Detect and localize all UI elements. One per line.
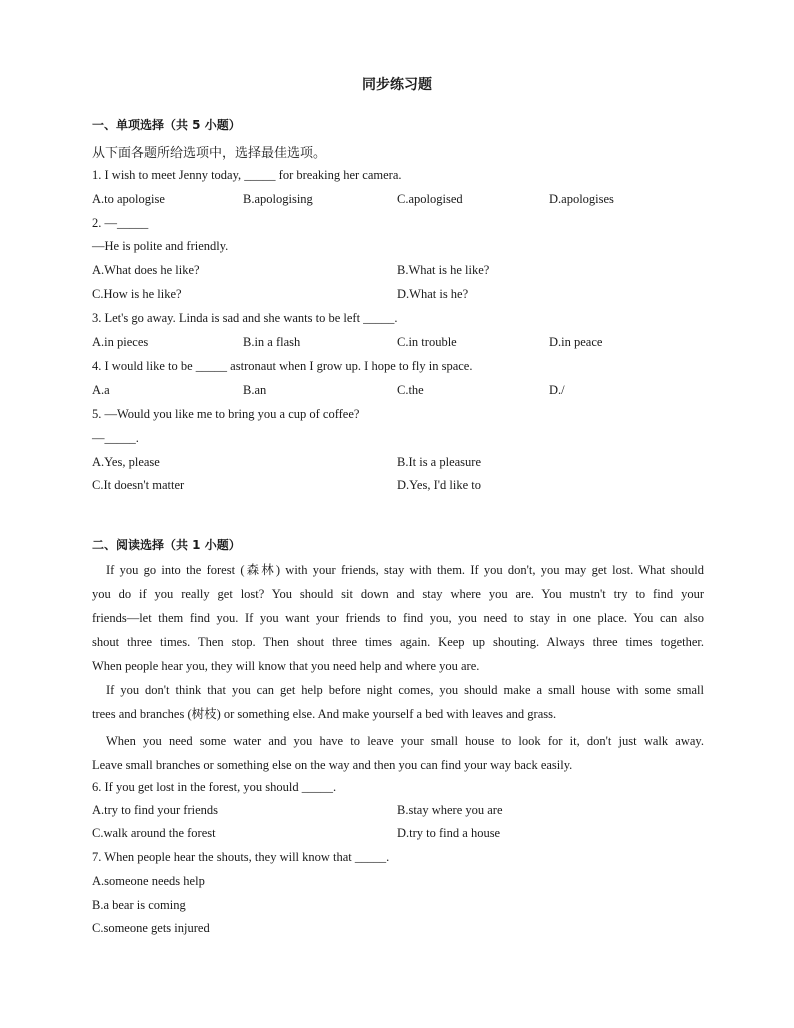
paragraph-line: Leave small branches or something else on the way and then you can find your way back easily.: [92, 758, 573, 772]
option-c[interactable]: C.How is he like?: [92, 287, 182, 301]
option-d[interactable]: D.try to find a house: [397, 826, 501, 840]
reading-paragraph-1: [92, 558, 704, 678]
question-2-stem: 2. —_____: [92, 216, 149, 230]
question-5-response: —_____.: [92, 431, 139, 445]
option-c[interactable]: C.apologised: [397, 192, 463, 206]
option-b[interactable]: B.It is a pleasure: [397, 455, 482, 469]
option-b[interactable]: B.in a flash: [243, 335, 301, 349]
option-d[interactable]: D.apologises: [549, 192, 614, 206]
option-b[interactable]: B.stay where you are: [397, 803, 503, 817]
option-c[interactable]: C.walk around the forest: [92, 826, 216, 840]
section-2-heading: 二、阅读选择（共 1 小题）: [92, 538, 241, 552]
option-a[interactable]: A.in pieces: [92, 335, 149, 349]
reading-paragraph-3: [92, 729, 704, 777]
paragraph-line: you do if you really get lost? You should sit down and stay where you are. You mustn't try to find your: [92, 587, 704, 601]
option-a[interactable]: A.What does he like?: [92, 263, 200, 277]
option-b[interactable]: B.a bear is coming: [92, 898, 186, 912]
question-1-stem: 1. I wish to meet Jenny today, _____ for breaking her camera.: [92, 168, 402, 182]
option-b[interactable]: B.apologising: [243, 192, 313, 206]
question-6-options-row1: [92, 803, 732, 821]
question-5-stem: 5. —Would you like me to bring you a cup of coffee?: [92, 407, 360, 421]
option-b[interactable]: B.What is he like?: [397, 263, 490, 277]
question-5-options-row2: [92, 478, 732, 496]
reading-paragraph-2: [92, 678, 704, 726]
paragraph-line: shout three times. Then stop. Then shout three times again. Keep up shouting. Always three times together.: [92, 635, 704, 649]
paragraph-line: trees and branches (树枝) or something else. And make yourself a bed with leaves and grass.: [92, 707, 557, 721]
section-1-instruction: 从下面各题所给选项中，选择最佳选项。: [92, 146, 327, 161]
question-1-options: [92, 192, 732, 210]
paragraph-line: friends—let them find you. If you want your friends to find you, you need to stay in one place. You can also: [92, 611, 704, 625]
option-c[interactable]: C.in trouble: [397, 335, 457, 349]
option-c[interactable]: C.It doesn't matter: [92, 478, 185, 492]
option-d[interactable]: D.Yes, I'd like to: [397, 478, 481, 492]
question-4-stem: 4. I would like to be _____ astronaut when I grow up. I hope to fly in space.: [92, 359, 473, 373]
option-a[interactable]: A.someone needs help: [92, 874, 205, 888]
option-b[interactable]: B.an: [243, 383, 267, 397]
question-3-stem: 3. Let's go away. Linda is sad and she wants to be left _____.: [92, 311, 398, 325]
question-5-options-row1: [92, 455, 732, 473]
question-2-response: —He is polite and friendly.: [92, 239, 229, 253]
option-a[interactable]: A.Yes, please: [92, 455, 160, 469]
question-2-options-row1: [92, 263, 732, 281]
page-title: 同步练习题: [362, 77, 432, 93]
question-3-options: [92, 335, 732, 353]
option-d[interactable]: D.in peace: [549, 335, 603, 349]
option-c[interactable]: C.someone gets injured: [92, 921, 210, 935]
question-7-stem: 7. When people hear the shouts, they will know that _____.: [92, 850, 390, 864]
question-6-stem: 6. If you get lost in the forest, you should _____.: [92, 780, 337, 794]
question-2-options-row2: [92, 287, 732, 305]
option-d[interactable]: D./: [549, 383, 565, 397]
paragraph-line: When people hear you, they will know that you need help and where you are.: [92, 659, 480, 673]
paragraph-line: If you go into the forest (森林) with your friends, stay with them. If you don't, you may get lost. What should: [106, 563, 704, 577]
option-a[interactable]: A.try to find your friends: [92, 803, 219, 817]
option-c[interactable]: C.the: [397, 383, 424, 397]
option-a[interactable]: A.a: [92, 383, 110, 397]
paragraph-line: When you need some water and you have to leave your small house to look for it, don't just walk away.: [106, 734, 704, 748]
question-6-options-row2: [92, 826, 732, 844]
section-1-heading: 一、单项选择（共 5 小题）: [92, 118, 241, 132]
paragraph-line: If you don't think that you can get help before night comes, you should make a small house with some small: [106, 683, 704, 697]
option-d[interactable]: D.What is he?: [397, 287, 469, 301]
question-4-options: [92, 383, 732, 401]
option-a[interactable]: A.to apologise: [92, 192, 165, 206]
